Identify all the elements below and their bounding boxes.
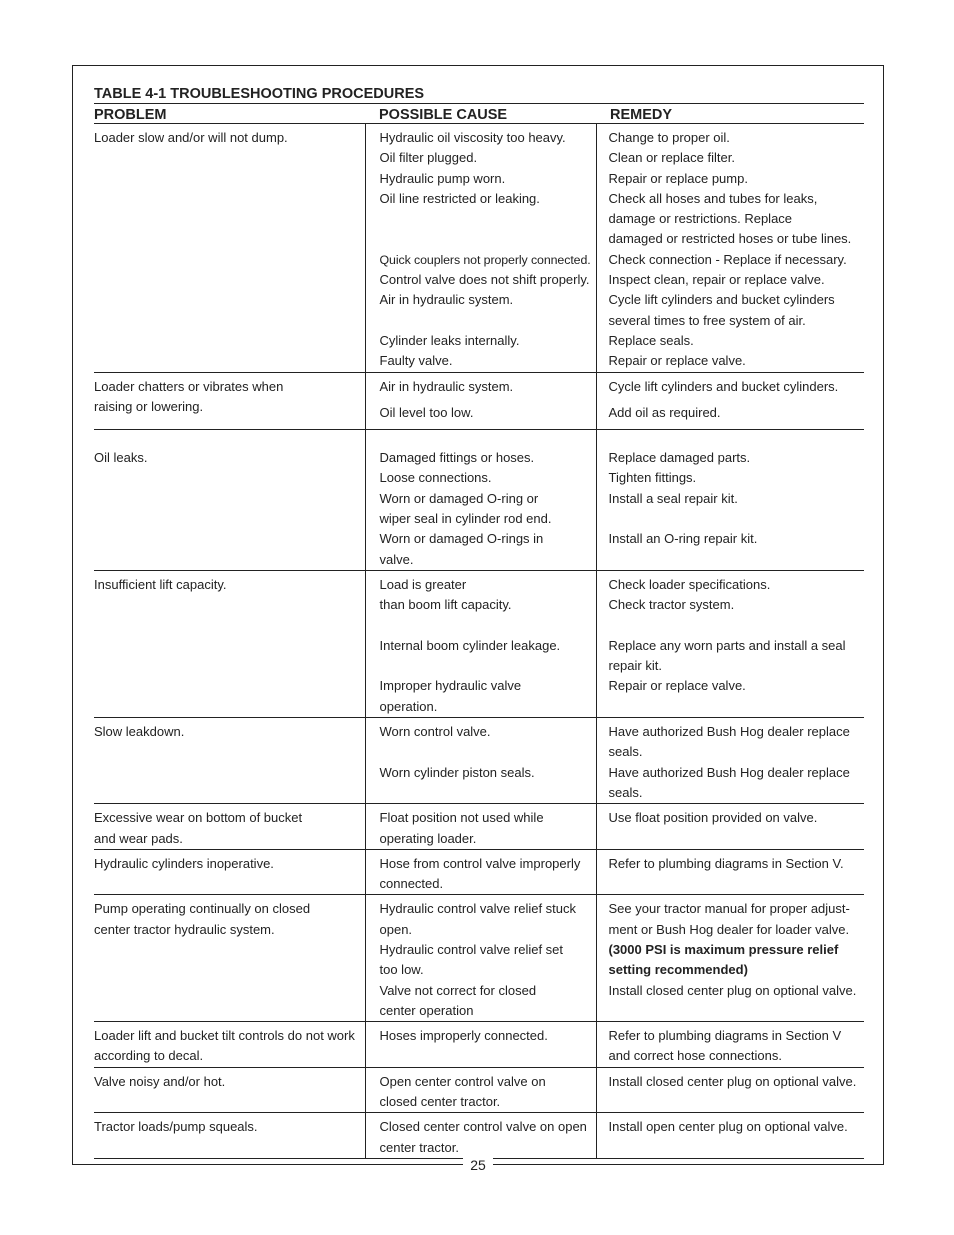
problem-line: Loader chatters or vibrates when <box>94 378 284 394</box>
problem-cell <box>94 718 365 804</box>
problem-line: Oil leaks. <box>94 450 148 466</box>
cause-line: Hydraulic control valve relief stuck <box>379 901 577 917</box>
remedy-cell <box>596 849 864 895</box>
remedy-line: Check loader specifications. <box>608 576 771 592</box>
remedy-cell <box>596 895 864 1022</box>
cause-line: than boom lift capacity. <box>379 597 512 613</box>
cause-line: Open center control valve on <box>379 1073 546 1089</box>
remedy-cell <box>596 570 864 717</box>
remedy-line: Install closed center plug on optional valve. <box>608 982 857 998</box>
remedy-line: Cycle lift cylinders and bucket cylinders <box>608 292 835 308</box>
cause-line: Control valve does not shift properly. <box>379 272 590 288</box>
cause-line: Internal boom cylinder leakage. <box>379 637 561 653</box>
remedy-line: Cycle lift cylinders and bucket cylinders. <box>608 378 839 394</box>
cause-cell <box>365 570 596 717</box>
cause-line: Cylinder leaks internally. <box>379 332 520 348</box>
problem-cell <box>94 1067 365 1113</box>
problem-cell <box>94 372 365 430</box>
cause-cell <box>365 1113 596 1159</box>
problem-cell <box>94 124 365 373</box>
problem-line: Insufficient lift capacity. <box>94 576 227 592</box>
problem-line: Slow leakdown. <box>94 724 185 740</box>
cause-line: operating loader. <box>379 830 477 846</box>
cause-line: Hydraulic oil viscosity too heavy. <box>379 130 566 145</box>
remedy-cell <box>596 430 864 571</box>
cause-cell <box>365 430 596 571</box>
cause-cell <box>365 1067 596 1113</box>
cause-line: Quick couplers not properly connected. <box>379 252 591 267</box>
problem-line: according to decal. <box>94 1048 204 1064</box>
cause-line: connected. <box>379 876 444 892</box>
cause-cell <box>365 849 596 895</box>
page-number: 25 <box>463 1155 493 1175</box>
problem-line: center tractor hydraulic system. <box>94 921 275 937</box>
remedy-line: Replace seals. <box>608 332 694 348</box>
cause-line: Hoses improperly connected. <box>379 1028 548 1044</box>
cause-line: valve. <box>379 551 414 567</box>
cause-cell <box>365 1022 596 1068</box>
remedy-line: damage or restrictions. Replace <box>608 211 793 227</box>
remedy-line: several times to free system of air. <box>608 312 806 328</box>
remedy-line-bold: setting recommended) <box>608 962 748 978</box>
problem-line: Loader slow and/or will not dump. <box>94 130 288 145</box>
cause-cell <box>365 718 596 804</box>
remedy-line: Install an O-ring repair kit. <box>608 531 758 547</box>
cause-line: closed center tractor. <box>379 1094 501 1110</box>
cause-line: Worn cylinder piston seals. <box>379 764 535 780</box>
problem-cell <box>94 1022 365 1068</box>
remedy-cell <box>596 372 864 430</box>
cause-line: Hose from control valve improperly <box>379 855 581 871</box>
remedy-line: Inspect clean, repair or replace valve. <box>608 272 825 288</box>
problem-line: Hydraulic cylinders inoperative. <box>94 855 274 871</box>
problem-cell <box>94 849 365 895</box>
cause-line: Air in hydraulic system. <box>379 378 514 394</box>
cause-line: center operation <box>379 1002 474 1018</box>
remedy-line: Check all hoses and tubes for leaks, <box>608 190 818 206</box>
cause-line: wiper seal in cylinder rod end. <box>379 511 552 527</box>
table-row <box>94 1113 864 1159</box>
table-row <box>94 570 864 717</box>
table-row <box>94 124 864 373</box>
table-row <box>94 804 864 850</box>
remedy-line: Check connection - Replace if necessary. <box>608 251 847 267</box>
table-row <box>94 1022 864 1068</box>
remedy-line: seals. <box>608 744 643 760</box>
problem-cell <box>94 1113 365 1159</box>
remedy-line: Replace any worn parts and install a seal <box>608 637 846 653</box>
remedy-line: repair kit. <box>608 658 662 674</box>
troubleshooting-table <box>94 103 864 1159</box>
cause-line: Oil line restricted or leaking. <box>379 190 540 206</box>
table-row <box>94 430 864 571</box>
remedy-cell <box>596 1022 864 1068</box>
table-title: TABLE 4-1 TROUBLESHOOTING PROCEDURES <box>94 86 425 102</box>
cause-cell <box>365 124 596 373</box>
header-possible-cause: POSSIBLE CAUSE <box>365 104 596 124</box>
remedy-line: Tighten fittings. <box>608 470 697 486</box>
remedy-line: ment or Bush Hog dealer for loader valve. <box>608 921 850 937</box>
cause-line: Loose connections. <box>379 470 492 486</box>
remedy-line: Install closed center plug on optional valve. <box>608 1073 857 1089</box>
remedy-cell <box>596 718 864 804</box>
header-problem: PROBLEM <box>94 104 365 124</box>
problem-cell <box>94 570 365 717</box>
remedy-line: seals. <box>608 784 643 800</box>
cause-line: Valve not correct for closed <box>379 982 537 998</box>
cause-line: Improper hydraulic valve <box>379 678 522 694</box>
remedy-cell <box>596 1113 864 1159</box>
remedy-line: Refer to plumbing diagrams in Section V <box>608 1028 842 1044</box>
cause-line: Air in hydraulic system. <box>379 292 514 308</box>
cause-line: Worn or damaged O-rings in <box>379 531 544 547</box>
cause-line: Hydraulic control valve relief set <box>379 941 564 957</box>
cause-line: too low. <box>379 962 424 978</box>
problem-line: Pump operating continually on closed <box>94 901 311 917</box>
cause-line: Oil filter plugged. <box>379 150 478 166</box>
cause-line: Oil level too low. <box>379 404 474 420</box>
remedy-line: and correct hose connections. <box>608 1048 782 1064</box>
cause-line: Closed center control valve on open <box>379 1119 587 1135</box>
header-remedy: REMEDY <box>596 104 864 124</box>
cause-line: open. <box>379 921 413 937</box>
problem-line: Tractor loads/pump squeals. <box>94 1119 258 1135</box>
remedy-line: Check tractor system. <box>608 597 735 613</box>
remedy-line: Install a seal repair kit. <box>608 490 738 506</box>
remedy-cell <box>596 804 864 850</box>
problem-line: and wear pads. <box>94 830 183 846</box>
remedy-line: See your tractor manual for proper adjust- <box>608 901 850 917</box>
cause-line: Worn or damaged O-ring or <box>379 490 539 506</box>
cause-line: Load is greater <box>379 576 467 592</box>
cause-line: Damaged fittings or hoses. <box>379 450 535 466</box>
table-row <box>94 849 864 895</box>
problem-cell <box>94 895 365 1022</box>
cause-cell <box>365 804 596 850</box>
remedy-line: Add oil as required. <box>608 404 721 420</box>
problem-line: Excessive wear on bottom of bucket <box>94 810 303 826</box>
remedy-line: damaged or restricted hoses or tube lines. <box>608 231 852 247</box>
table-row <box>94 372 864 430</box>
remedy-line: Have authorized Bush Hog dealer replace <box>608 724 850 740</box>
cause-cell <box>365 372 596 430</box>
remedy-line: Clean or replace filter. <box>608 150 735 166</box>
cause-line: Hydraulic pump worn. <box>379 170 506 186</box>
remedy-line: Use float position provided on valve. <box>608 810 818 826</box>
table-header-row <box>94 104 864 124</box>
problem-line: Loader lift and bucket tilt controls do not work <box>94 1028 355 1044</box>
table-row <box>94 718 864 804</box>
table-row <box>94 1067 864 1113</box>
problem-line: raising or lowering. <box>94 398 204 414</box>
cause-line: operation. <box>379 698 438 714</box>
remedy-line: Change to proper oil. <box>608 130 730 145</box>
remedy-line: Refer to plumbing diagrams in Section V. <box>608 855 844 871</box>
problem-cell <box>94 430 365 571</box>
remedy-cell <box>596 124 864 373</box>
cause-line: Float position not used while <box>379 810 544 826</box>
remedy-line: Repair or replace valve. <box>608 678 746 694</box>
remedy-line: Repair or replace pump. <box>608 170 748 186</box>
remedy-line: Have authorized Bush Hog dealer replace <box>608 764 850 780</box>
remedy-line: Replace damaged parts. <box>608 450 751 466</box>
problem-cell <box>94 804 365 850</box>
cause-line: Faulty valve. <box>379 353 453 369</box>
remedy-cell <box>596 1067 864 1113</box>
cause-line: Worn control valve. <box>379 724 491 740</box>
remedy-line: Repair or replace valve. <box>608 353 746 369</box>
remedy-line-bold: (3000 PSI is maximum pressure relief <box>608 941 839 957</box>
cause-line: center tractor. <box>379 1139 459 1155</box>
remedy-line: Install open center plug on optional valve. <box>608 1119 848 1135</box>
problem-line: Valve noisy and/or hot. <box>94 1073 226 1089</box>
cause-cell <box>365 895 596 1022</box>
table-row <box>94 895 864 1022</box>
